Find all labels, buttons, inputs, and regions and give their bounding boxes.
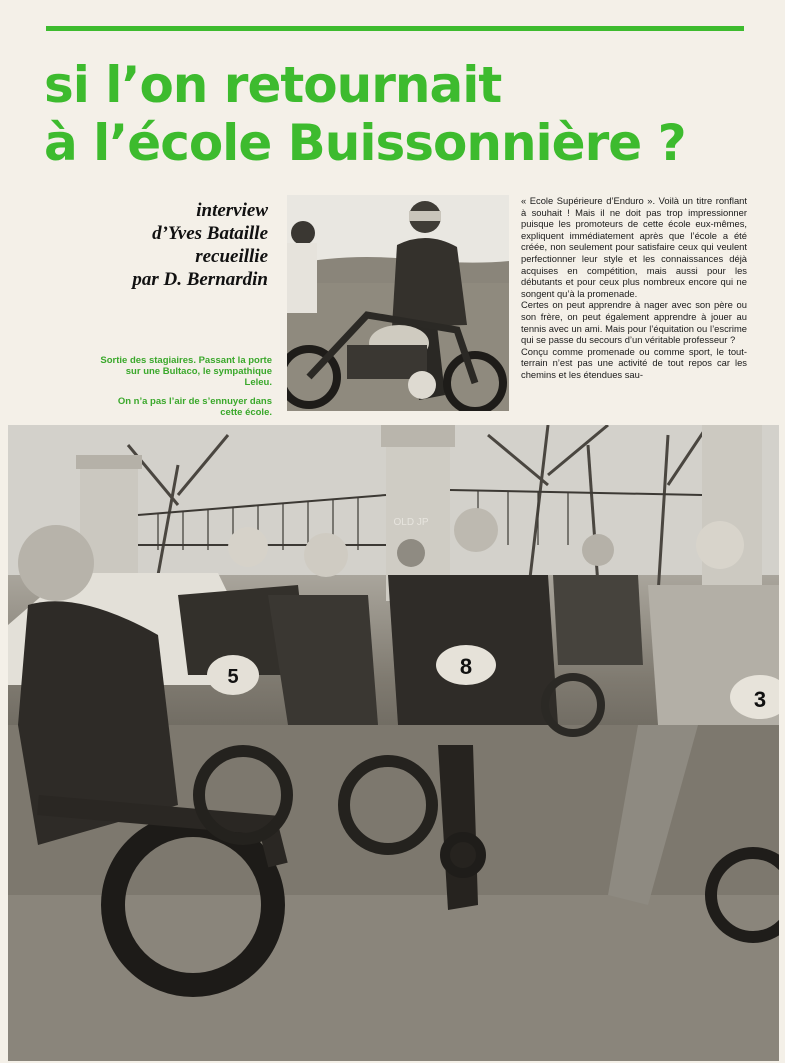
- main-photo-riders-leaving-school: [8, 425, 779, 1061]
- plate-8-number: 8: [459, 654, 473, 679]
- top-green-rule: [46, 26, 744, 31]
- headline-line-1: si l’on retournait: [44, 56, 502, 114]
- article-paragraph-2: Certes on peut apprendre à nager avec son père ou son frère, on peut également apprendre à jouer au tennis avec un ami. Mais pour l’équitation ou l’escrime qui se passe du secours d’un véritable professeur ?: [521, 299, 747, 346]
- photo-caption-1: Sortie des stagiaires. Passant la porte sur une Bultaco, le sympathique Leleu.: [100, 355, 272, 388]
- article-paragraph-1: « Ecole Supérieure d’Enduro ». Voilà un titre ronflant à souhait ! Mais il ne doit pas trop impressionner puisque les promoteurs de cette école eux-mêmes, expliquent immédiatement après que l’école a été créée, non seulement pour satisfaire ceux qui veulent perfectionner leur style et les connaissances déjà acquises en compétition, mais aussi pour les débutants et pour ceux plus nombreux encore qui ne songent qu’à la promenade.: [521, 195, 747, 299]
- byline-line-3: recueillie: [195, 246, 268, 267]
- byline-line-2: d’Yves Bataille: [152, 223, 268, 244]
- article-column: [521, 195, 747, 381]
- headline: [44, 56, 764, 172]
- watermark: OLD JP: [393, 517, 429, 528]
- article-paragraph-3: Conçu comme promenade ou comme sport, le tout-terrain n’est pas une activité de tout repos car les chemins et les étendues sau-: [521, 345, 747, 380]
- byline: [70, 199, 268, 291]
- top-photo-rider-on-bultaco: [287, 195, 509, 411]
- photo-caption-2: On n’a pas l’air de s’ennuyer dans cette école.: [117, 396, 272, 418]
- headline-line-2: à l’école Buissonnière ?: [44, 114, 686, 172]
- byline-line-1: interview: [196, 200, 268, 221]
- byline-line-4: par D. Bernardin: [132, 269, 268, 290]
- plate-3-number: 3: [753, 687, 767, 712]
- plate-5-number: 5: [227, 666, 239, 688]
